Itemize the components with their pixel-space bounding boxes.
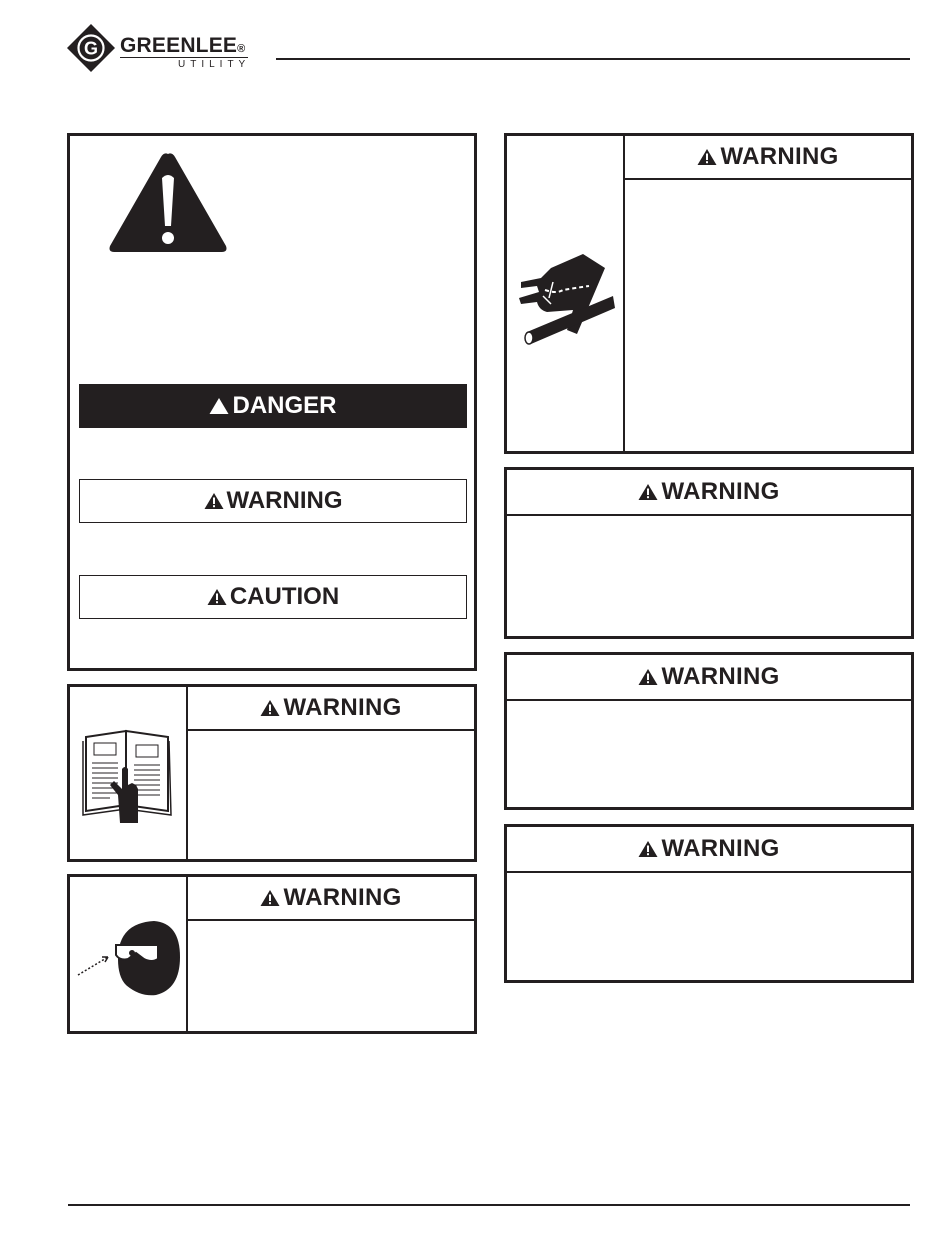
warning-heading: WARNING xyxy=(507,827,911,873)
eye-protection-icon xyxy=(76,915,182,999)
warning-box xyxy=(504,652,914,810)
warning-box-fluid-injection xyxy=(504,133,914,454)
brand-subtitle: UTILITY xyxy=(178,59,251,70)
warning-triangle-icon xyxy=(204,492,224,510)
warning-box-eye-protection xyxy=(67,874,477,1034)
svg-text:G: G xyxy=(83,38,99,59)
warning-triangle-icon xyxy=(697,148,717,166)
warning-heading: WARNING xyxy=(188,687,474,731)
warning-triangle-icon xyxy=(638,840,658,858)
warning-box xyxy=(504,824,914,983)
warning-triangle-icon xyxy=(209,397,229,415)
greenlee-diamond-icon xyxy=(66,23,116,73)
warning-heading: WARNING xyxy=(507,655,911,701)
footer-rule xyxy=(68,1204,910,1206)
brand-name: GREENLEE® xyxy=(120,34,246,57)
warning-signal-bar: WARNING xyxy=(79,479,467,523)
caution-signal-bar: CAUTION xyxy=(79,575,467,619)
header-rule xyxy=(276,58,910,60)
warning-triangle-icon xyxy=(638,483,658,501)
warning-heading: WARNING xyxy=(507,470,911,516)
warning-triangle-icon xyxy=(260,699,280,717)
warning-triangle-icon xyxy=(260,889,280,907)
fluid-injection-icon xyxy=(517,246,617,346)
warning-triangle-icon xyxy=(207,588,227,606)
warning-heading: WARNING xyxy=(625,136,911,180)
warning-box xyxy=(504,467,914,639)
warning-box-read-manual xyxy=(67,684,477,862)
warning-heading: WARNING xyxy=(188,877,474,921)
safety-alert-icon xyxy=(106,148,230,256)
warning-triangle-icon xyxy=(638,668,658,686)
safety-legend-box xyxy=(67,133,477,671)
greenlee-logo xyxy=(66,22,266,76)
read-manual-icon xyxy=(80,723,176,823)
danger-signal-bar: DANGER xyxy=(79,384,467,428)
